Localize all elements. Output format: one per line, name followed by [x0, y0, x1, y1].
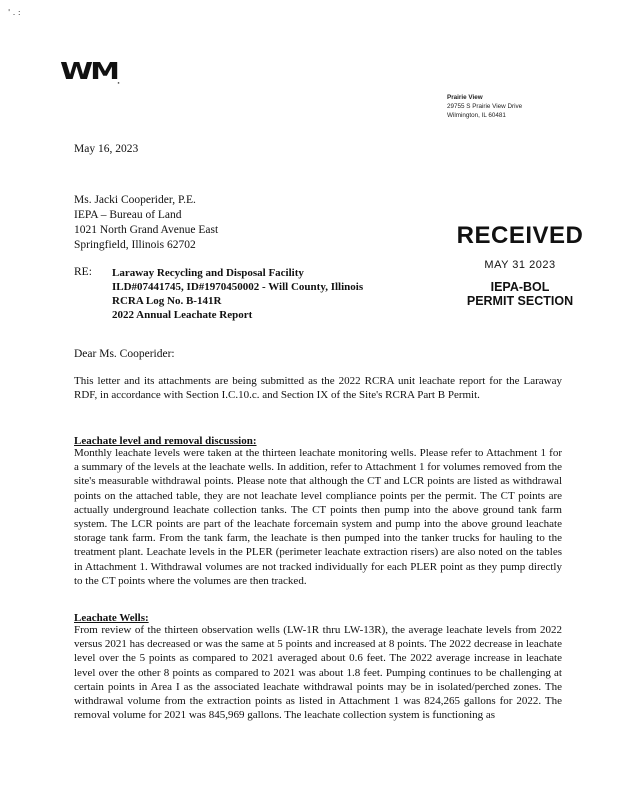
logo-text: WM	[60, 58, 117, 86]
leachate-level-paragraph: Monthly leachate levels were taken at the thirteen leachate monitoring wells. Please refer to Attachment 1 for a summary of the levels at the leachate wells. In addition, refer to Attachment 1 for volumes removed from the site's measurable withdrawal points. Please note that although the CT and LCR points are listed as withdrawal points on the attached table, they are not leachate level compliance points per the permit. The CT points are actually underground leachate collection tanks. The CT points then pump into the above ground tank farm system. The LCR points are part of the leachate forcemain system and pump into the above ground leachate storage tank farm. From the tank farm, the leachate is then pumped into the tanker trucks for hauling to the treatment plant. Leachate levels in the PLER (perimeter leachate extraction risers) are also noted on the tables in Attachment 1. Withdrawal volumes are not tracked individually for each PLER point as they pump directly to the CT points where the volumes are then tracked.	[74, 447, 562, 587]
re-label: RE:	[74, 266, 92, 278]
facility-street: 29755 S Prairie View Drive	[447, 103, 523, 110]
stamp-title: RECEIVED	[456, 222, 584, 249]
intro-paragraph: This letter and its attachments are being submitted as the 2022 RCRA unit leachate report for the Laraway RDF, in accordance with Section I.C.10.c. and Section IX of the Site's RCRA Part B Permit.	[74, 375, 562, 402]
recipient-address	[74, 193, 218, 253]
facility-name: Prairie View	[447, 94, 483, 101]
subject-line: 2022 Annual Leachate Report	[112, 309, 253, 321]
leachate-wells-paragraph: From review of the thirteen observation wells (LW-1R thru LW-13R), the average leachate levels from 2022 versus 2021 has decreased or was the same at 5 points and increased at 8 points. The 2022 decrease in leachate level over the 5 points as compared to 2021 averaged about 0.6 feet. The 2022 average increase in leachate level over the other 8 points as compared to 2021 was about 1.8 feet. Pumping continues to be challenging at certain points in Area I as the associated leachate withdrawal points may be in isolated/perched zones. The withdrawal volume from the extraction points as listed in Attachment 1 was 824,265 gallons for 2022. The removal volume for 2021 was 845,969 gallons. The leachate collection system is functioning as	[74, 624, 562, 722]
logo-suffix: .	[116, 78, 120, 86]
subject-line: RCRA Log No. B-141R	[112, 295, 222, 307]
scan-marks: ' . :	[8, 8, 21, 17]
stamp-date: MAY 31 2023	[484, 259, 556, 271]
wm-logo	[60, 58, 120, 85]
recipient-line: Springfield, Illinois 62702	[74, 239, 196, 251]
section-heading-leachate-wells: Leachate Wells:	[74, 612, 149, 624]
subject-line: ILD#07441745, ID#1970450002 - Will County, Illinois	[112, 281, 364, 293]
stamp-dept-line: IEPA-BOL	[490, 280, 550, 294]
salutation: Dear Ms. Cooperider:	[74, 348, 175, 360]
stamp-dept	[452, 280, 588, 308]
facility-city: Wilmington, IL 60481	[447, 112, 506, 119]
subject-line: Laraway Recycling and Disposal Facility	[112, 267, 304, 279]
letter-date: May 16, 2023	[74, 143, 139, 155]
section-heading-leachate-level: Leachate level and removal discussion:	[74, 435, 257, 447]
recipient-line: Ms. Jacki Cooperider, P.E.	[74, 194, 196, 206]
received-stamp	[452, 222, 588, 308]
recipient-line: 1021 North Grand Avenue East	[74, 224, 219, 236]
subject-block	[112, 266, 363, 322]
recipient-line: IEPA – Bureau of Land	[74, 209, 182, 221]
facility-address	[447, 93, 522, 120]
stamp-dept-line: PERMIT SECTION	[466, 294, 574, 308]
